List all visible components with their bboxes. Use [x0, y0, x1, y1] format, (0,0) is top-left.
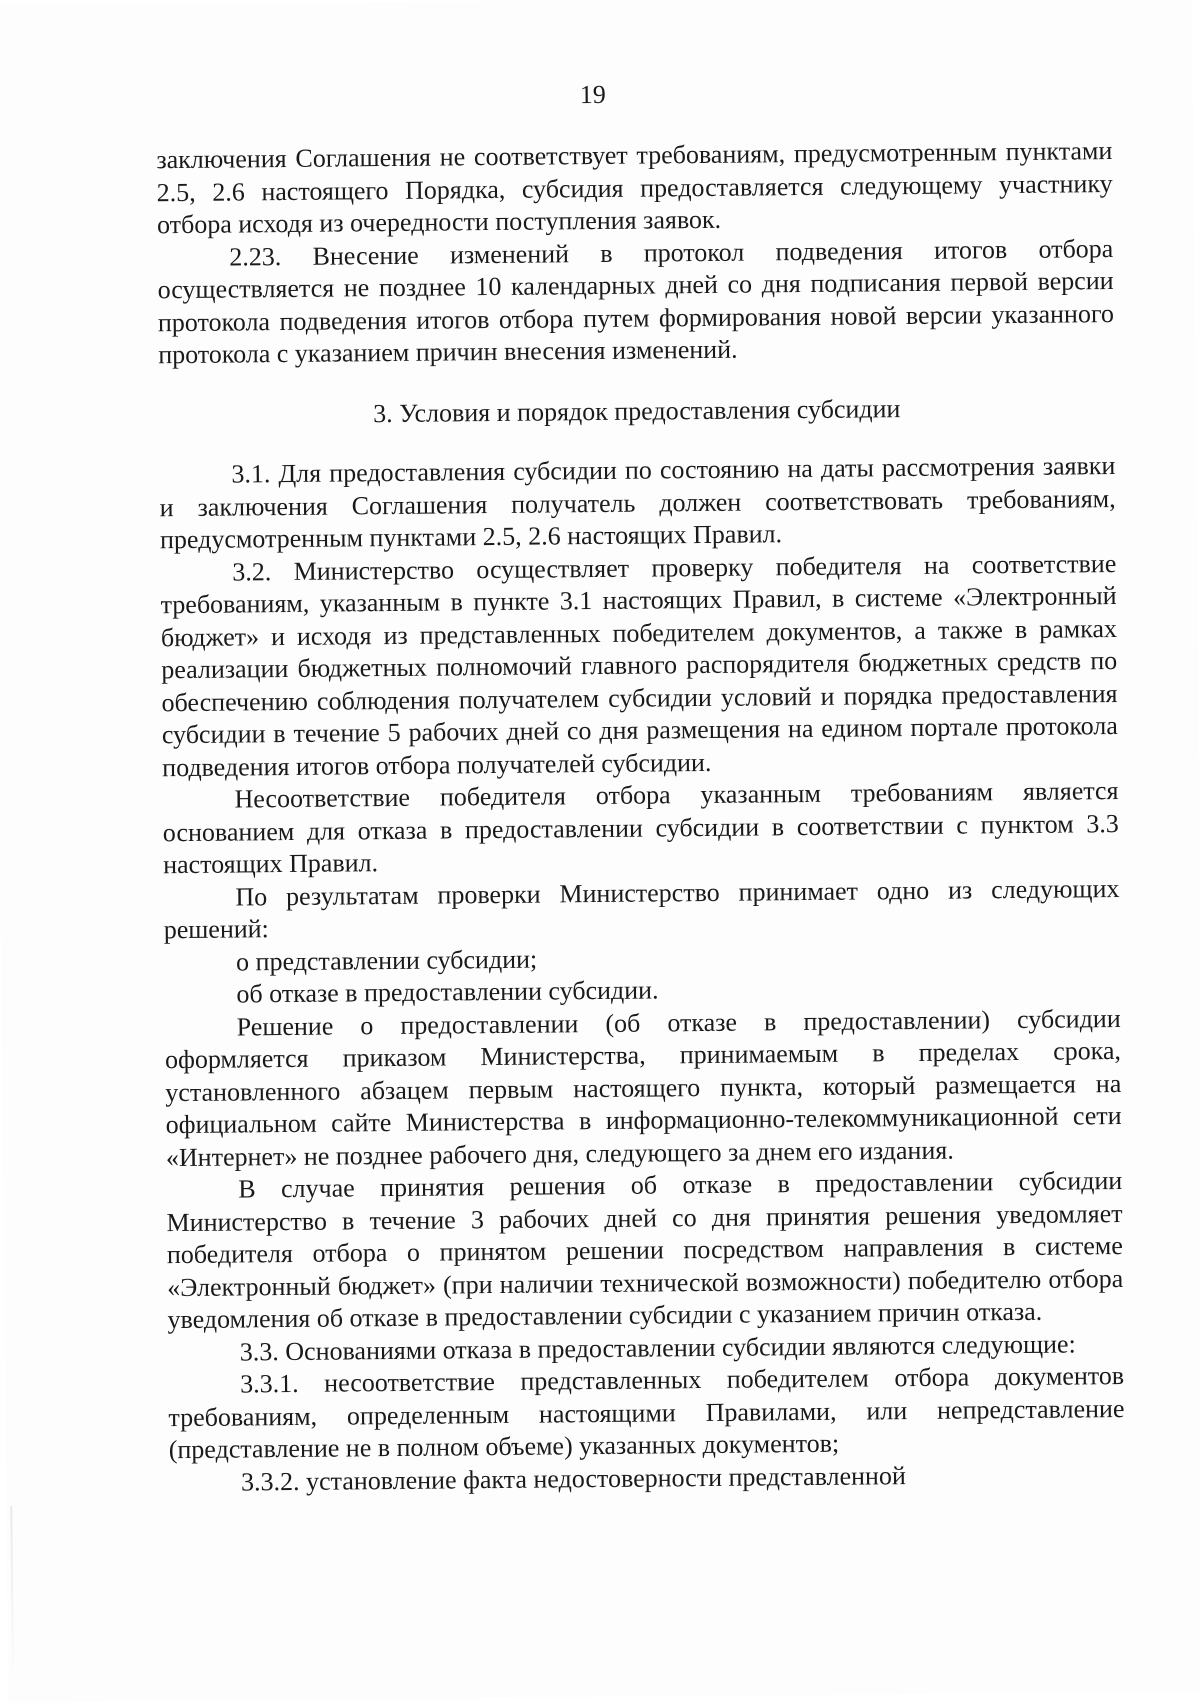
paragraph: 2.23. Внесение изменений в протокол подведения итогов отбора осуществляется не позднее 10 календарных дней со дня подписания первой версии протокола подведения итогов отбора путем формирования новой версии указанного протокола с указанием причин внесения изменений. — [157, 233, 1115, 370]
paragraph: В случае принятия решения об отказе в предоставлении субсидии Министерство в течение 3 рабочих дней со дня принятия решения уведомляет победителя отбора о принятом решении посредством направления в системе «Электронный бюджет» (при наличии технической возможности) победителю отбора уведомления об отказе в предоставлении субсидии с указанием причин отказа. — [166, 1166, 1124, 1335]
document-body — [156, 135, 1125, 1499]
paragraphs-after-heading — [159, 450, 1125, 1499]
paragraph: о представлении субсидии; — [235, 944, 538, 976]
paragraph: 3.3.2. установление факта недостоверности представленной — [240, 1460, 906, 1496]
paragraphs-before-heading — [156, 135, 1114, 372]
page-number: 19 — [579, 79, 606, 110]
paragraph: 3.3. Основаниями отказа в предоставлении субсидии являются следующие: — [239, 1328, 1076, 1366]
paragraph: По результатам проверки Министерство принимает одно из следующих решений: — [163, 873, 1120, 945]
paragraph: об отказе в предоставлении субсидии. — [236, 975, 659, 1009]
paragraph: 3.2. Министерство осуществляет проверку победителя на соответствие требованиям, указанным в пункте 3.1 настоящих Правил, в системе «Электронный бюджет» и исходя из представленных победителем документов, а также в рамках реализации бюджетных полномочий главного распорядителя бюджетных средств по обеспечению соблюдения получателем субсидии условий и порядка предоставления субсидии в течение 5 рабочих дней со дня размещения на едином портале протокола подведения итогов отбора получателей субсидии. — [160, 548, 1118, 782]
paragraph: Решение о предоставлении (об отказе в предоставлении) субсидии оформляется приказом Министерства, принимаемым в пределах срока, установленного абзацем первым настоящего пункта, который размещается на официальном сайте Министерства в информационно-телекоммуникационной сети «Интернет» не позднее рабочего дня, следующего за днем его издания. — [164, 1003, 1122, 1172]
paragraph: 3.3.1. несоответствие представленных победителем отбора документов требованиям, определенным настоящими Правилами, или непредставление (представление не в полном объеме) указанных документов; — [168, 1360, 1125, 1465]
paragraph: Несоответствие победителя отбора указанным требованиям является основанием для отказа в предоставлении субсидии в соответствии с пунктом 3.3 настоящих Правил. — [162, 776, 1119, 880]
scan-artifact — [10, 1506, 14, 1686]
section-heading: 3. Условия и порядок предоставления субсидии — [373, 393, 901, 428]
paragraph: 3.1. Для предоставления субсидии по состоянию на даты рассмотрения заявки и заключения Соглашения получатель должен соответствовать требованиям, предусмотренным пунктами 2.5, 2.6 настоящих Правил. — [159, 451, 1116, 555]
paragraph: заключения Соглашения не соответствует требованиям, предусмотренным пунктами 2.5, 2.6 настоящего Порядка, субсидия предоставляется следующему участнику отбора исходя из очередности поступления заявок. — [156, 136, 1113, 240]
